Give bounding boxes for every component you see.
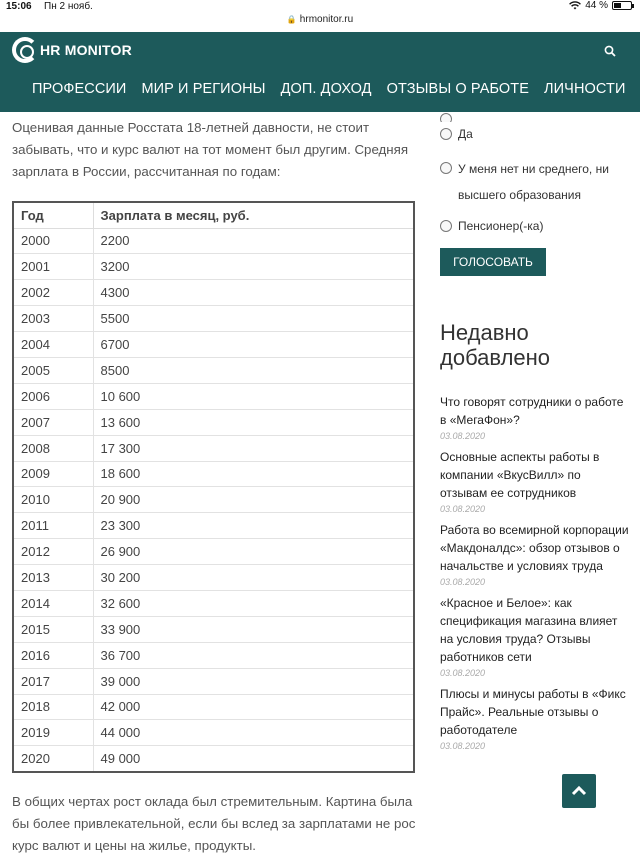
cell-salary: 10 600 bbox=[93, 383, 414, 409]
article-outro: В общих чертах рост оклада был стремительным. Картина была бы более привлекательной, если бы вслед за зарплатами не рос курс валют и цены на жилье, продукты. bbox=[12, 793, 416, 853]
recent-posts-title: Недавно добавлено bbox=[440, 320, 551, 370]
table-row bbox=[13, 616, 414, 642]
news-link[interactable]: «Красное и Белое»: как спецификация магазина влияет на условия труда? Отзывы работников сети bbox=[440, 596, 618, 664]
news-date: 03.08.2020 bbox=[440, 741, 486, 751]
poll-radio[interactable] bbox=[440, 113, 452, 122]
poll-option-label: У меня нет ни среднего, ни высшего образования bbox=[458, 162, 609, 202]
logo-icon bbox=[12, 37, 38, 63]
table-row bbox=[13, 461, 414, 487]
recent-posts-list bbox=[440, 393, 630, 751]
status-right bbox=[569, 0, 632, 11]
list-item bbox=[440, 448, 630, 514]
cell-salary: 23 300 bbox=[93, 513, 414, 539]
table-header-row bbox=[13, 202, 414, 228]
news-link[interactable]: Работа во всемирной корпорации «Макдоналдс»: обзор отзывов о начальстве и условиях труда bbox=[440, 523, 629, 573]
news-date: 03.08.2020 bbox=[440, 577, 486, 587]
cell-year: 2002 bbox=[13, 280, 93, 306]
cell-salary: 3200 bbox=[93, 254, 414, 280]
table-row bbox=[13, 306, 414, 332]
cell-salary: 42 000 bbox=[93, 694, 414, 720]
status-date: Пн 2 нояб. bbox=[44, 1, 93, 12]
table-row bbox=[13, 539, 414, 565]
news-link[interactable]: Основные аспекты работы в компании «ВкусВилл» по отзывам ее сотрудников bbox=[440, 450, 600, 500]
table-row bbox=[13, 513, 414, 539]
cell-salary: 5500 bbox=[93, 306, 414, 332]
cell-year: 2018 bbox=[13, 694, 93, 720]
vote-button[interactable]: ГОЛОСОВАТЬ bbox=[440, 248, 546, 276]
search-icon[interactable] bbox=[604, 45, 616, 57]
poll-radio[interactable] bbox=[440, 128, 452, 140]
chevron-up-icon bbox=[571, 785, 587, 796]
poll-option[interactable] bbox=[440, 156, 630, 208]
nav-world-regions[interactable]: МИР И РЕГИОНЫ bbox=[141, 81, 266, 97]
cell-salary: 39 000 bbox=[93, 668, 414, 694]
cell-salary: 13 600 bbox=[93, 409, 414, 435]
cell-salary: 20 900 bbox=[93, 487, 414, 513]
cell-salary: 8500 bbox=[93, 357, 414, 383]
poll-radio[interactable] bbox=[440, 220, 452, 232]
site-logo[interactable] bbox=[12, 37, 132, 63]
table-row bbox=[13, 487, 414, 513]
poll-option[interactable] bbox=[440, 214, 630, 238]
cell-year: 2011 bbox=[13, 513, 93, 539]
poll-option-cut bbox=[440, 112, 630, 122]
cell-salary: 30 200 bbox=[93, 565, 414, 591]
table-row bbox=[13, 357, 414, 383]
nav-job-reviews[interactable]: ОТЗЫВЫ О РАБОТЕ bbox=[386, 81, 530, 97]
table-row bbox=[13, 565, 414, 591]
cell-year: 2005 bbox=[13, 357, 93, 383]
poll-option-label: Да bbox=[458, 127, 473, 141]
cell-salary: 36 700 bbox=[93, 642, 414, 668]
cell-year: 2008 bbox=[13, 435, 93, 461]
logo-text: HR MONITOR bbox=[40, 42, 132, 58]
salary-table bbox=[12, 201, 415, 773]
news-link[interactable]: Что говорят сотрудники о работе в «МегаФон»? bbox=[440, 395, 624, 427]
table-row bbox=[13, 383, 414, 409]
table-row bbox=[13, 642, 414, 668]
table-row bbox=[13, 332, 414, 358]
cell-year: 2007 bbox=[13, 409, 93, 435]
table-row bbox=[13, 435, 414, 461]
cell-salary: 18 600 bbox=[93, 461, 414, 487]
nav-personalities[interactable]: ЛИЧНОСТИ bbox=[544, 81, 626, 97]
news-date: 03.08.2020 bbox=[440, 431, 486, 441]
column-header-year: Год bbox=[13, 202, 93, 228]
table-row bbox=[13, 668, 414, 694]
lock-icon: 🔒 bbox=[286, 15, 297, 24]
cell-year: 2016 bbox=[13, 642, 93, 668]
battery-percent: 44 % bbox=[585, 0, 608, 11]
scroll-to-top-button[interactable] bbox=[562, 774, 596, 808]
article-intro: Оценивая данные Росстата 18-летней давности, не стоит забывать, что и курс валют на тот момент был другим. Средняя зарплата в России, рассчитанная по годам: bbox=[12, 120, 409, 179]
cell-year: 2006 bbox=[13, 383, 93, 409]
article-content bbox=[12, 112, 416, 854]
cell-salary: 49 000 bbox=[93, 746, 414, 772]
cell-year: 2009 bbox=[13, 461, 93, 487]
cell-year: 2010 bbox=[13, 487, 93, 513]
cell-year: 2020 bbox=[13, 746, 93, 772]
news-date: 03.08.2020 bbox=[440, 668, 486, 678]
sidebar bbox=[440, 112, 630, 758]
poll-option-label: Пенсионер(-ка) bbox=[458, 219, 544, 233]
list-item bbox=[440, 521, 630, 587]
url-text: hrmonitor.ru bbox=[299, 14, 354, 25]
cell-salary: 44 000 bbox=[93, 720, 414, 746]
cell-salary: 6700 bbox=[93, 332, 414, 358]
news-link[interactable]: Плюсы и минусы работы в «Фикс Прайс». Реальные отзывы о работодателе bbox=[440, 687, 626, 737]
cell-year: 2012 bbox=[13, 539, 93, 565]
nav-extra-income[interactable]: ДОП. ДОХОД bbox=[280, 81, 372, 97]
column-header-salary: Зарплата в месяц, руб. bbox=[93, 202, 414, 228]
status-time: 15:06 bbox=[6, 1, 32, 12]
list-item bbox=[440, 594, 630, 678]
cell-year: 2017 bbox=[13, 668, 93, 694]
cell-salary: 32 600 bbox=[93, 590, 414, 616]
cell-salary: 17 300 bbox=[93, 435, 414, 461]
url-bar[interactable] bbox=[0, 14, 640, 32]
cell-year: 2000 bbox=[13, 228, 93, 254]
cell-salary: 33 900 bbox=[93, 616, 414, 642]
table-row bbox=[13, 254, 414, 280]
list-item bbox=[440, 393, 630, 441]
cell-year: 2019 bbox=[13, 720, 93, 746]
table-row bbox=[13, 228, 414, 254]
table-row bbox=[13, 694, 414, 720]
table-row bbox=[13, 280, 414, 306]
table-row bbox=[13, 720, 414, 746]
cell-salary: 2200 bbox=[93, 228, 414, 254]
cell-salary: 26 900 bbox=[93, 539, 414, 565]
poll-radio[interactable] bbox=[440, 162, 452, 174]
cell-year: 2013 bbox=[13, 565, 93, 591]
site-header bbox=[0, 32, 640, 112]
cell-year: 2003 bbox=[13, 306, 93, 332]
nav-professions[interactable]: ПРОФЕССИИ bbox=[32, 81, 127, 97]
news-date: 03.08.2020 bbox=[440, 504, 486, 514]
main-nav bbox=[32, 81, 625, 97]
wifi-icon bbox=[569, 1, 581, 10]
table-row bbox=[13, 590, 414, 616]
table-row bbox=[13, 746, 414, 772]
poll-option[interactable] bbox=[440, 122, 630, 146]
battery-icon bbox=[612, 1, 632, 10]
cell-year: 2015 bbox=[13, 616, 93, 642]
cell-year: 2004 bbox=[13, 332, 93, 358]
status-bar bbox=[0, 0, 640, 14]
list-item bbox=[440, 685, 630, 751]
cell-salary: 4300 bbox=[93, 280, 414, 306]
cell-year: 2001 bbox=[13, 254, 93, 280]
cell-year: 2014 bbox=[13, 590, 93, 616]
table-row bbox=[13, 409, 414, 435]
